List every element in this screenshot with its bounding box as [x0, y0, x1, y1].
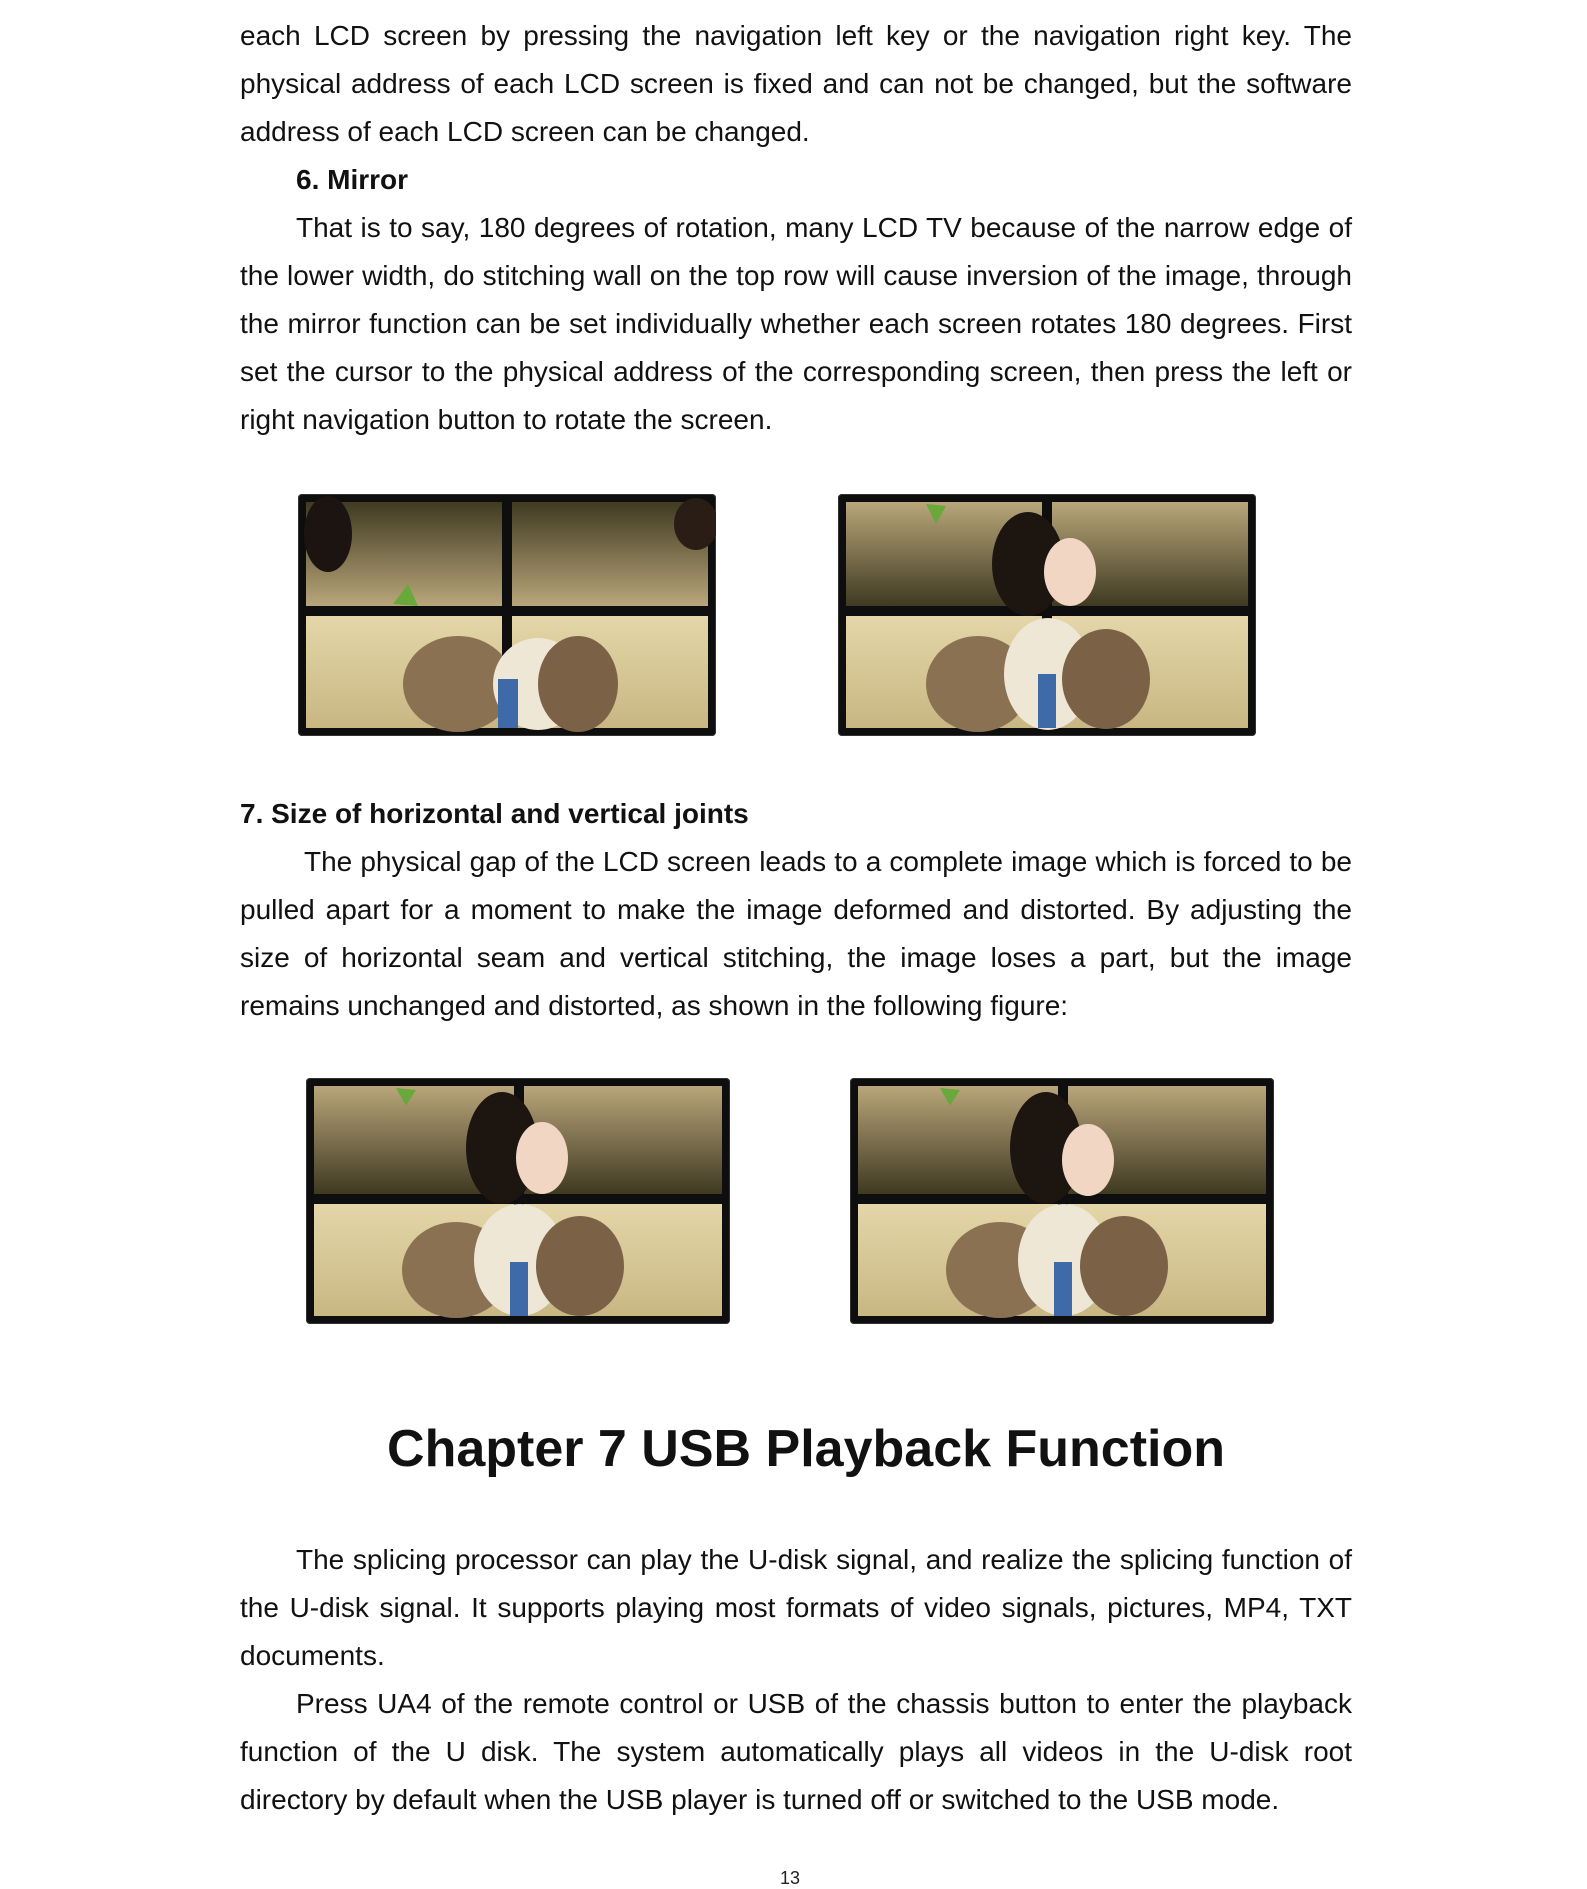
- chapter-paragraph-1: The splicing processor can play the U-disk signal, and realize the splicing function of the U-disk signal. It supports playing most formats of video signals, pictures, MP4, TXT documents.: [240, 1544, 1352, 1671]
- mirror-paragraph: That is to say, 180 degrees of rotation, many LCD TV because of the narrow edge of the lower width, do stitching wall on the top row will cause inversion of the image, through the mirror function can be set individually whether each screen rotates 180 degrees. First set the cursor to the physical address of the corresponding screen, then press the left or right navigation button to rotate the screen.: [240, 212, 1352, 435]
- mirror-figure-before: [298, 494, 716, 736]
- intro-paragraph: each LCD screen by pressing the navigation left key or the navigation right key. The physical address of each LCD screen is fixed and can not be changed, but the software address of each LCD screen can be changed.: [240, 20, 1352, 147]
- mirror-figure-after: [838, 494, 1256, 736]
- joints-heading: 7. Size of horizontal and vertical joints: [240, 798, 749, 829]
- chapter-title: Chapter 7 USB Playback Function: [387, 1420, 1225, 1478]
- joints-figure-before: [306, 1078, 730, 1324]
- joints-figure-after: [850, 1078, 1274, 1324]
- page-number: 13: [780, 1868, 801, 1888]
- chapter-paragraph-2: Press UA4 of the remote control or USB of the chassis button to enter the playback function of the U disk. The system automatically plays all videos in the U-disk root directory by default when the USB player is turned off or switched to the USB mode.: [240, 1688, 1352, 1815]
- mirror-heading: 6. Mirror: [296, 164, 409, 195]
- joints-paragraph: The physical gap of the LCD screen leads to a complete image which is forced to be pulled apart for a moment to make the image deformed and distorted. By adjusting the size of horizontal seam and vertical stitching, the image loses a part, but the image remains unchanged and distorted, as shown in the following figure:: [240, 846, 1352, 1021]
